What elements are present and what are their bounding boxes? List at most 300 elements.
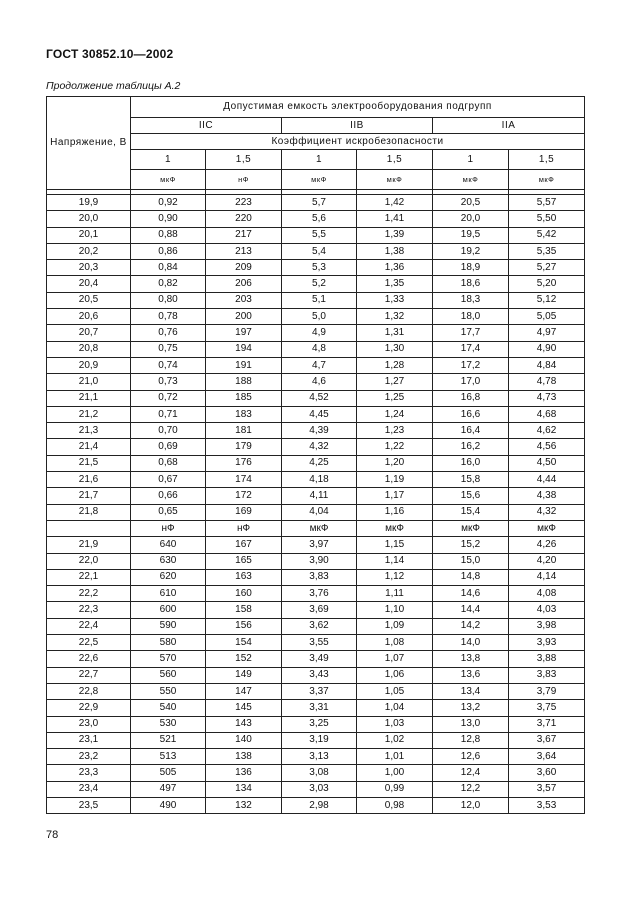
table-cell: 160 [206, 586, 282, 602]
table-cell: 143 [206, 716, 282, 732]
table-cell: 5,7 [282, 195, 357, 211]
table-cell: 21,6 [47, 472, 131, 488]
table-cell: 20,0 [433, 211, 509, 227]
table-row [47, 504, 585, 520]
table-cell: 0,74 [131, 357, 206, 373]
table-cell: 22,4 [47, 618, 131, 634]
table-row [47, 700, 585, 716]
table-cell: 194 [206, 341, 282, 357]
table-cell: 183 [206, 406, 282, 422]
group-iia: IIA [433, 118, 585, 134]
table-cell: 3,60 [509, 765, 585, 781]
table-cell: 3,64 [509, 749, 585, 765]
table-cell: 14,8 [433, 569, 509, 585]
table-cell: 21,7 [47, 488, 131, 504]
table-cell: 540 [131, 700, 206, 716]
table-cell: 19,9 [47, 195, 131, 211]
table-cell: 165 [206, 553, 282, 569]
table-cell: 0,78 [131, 309, 206, 325]
table-cell: 5,2 [282, 276, 357, 292]
table-cell: 20,0 [47, 211, 131, 227]
unit-cell: мкФ [282, 170, 357, 190]
table-cell: нФ [131, 520, 206, 536]
table-cell: 1,39 [357, 227, 433, 243]
table-cell: 3,76 [282, 586, 357, 602]
table-cell: мкФ [509, 520, 585, 536]
table-cell: 1,05 [357, 683, 433, 699]
table-row [47, 406, 585, 422]
table-cell: 4,45 [282, 406, 357, 422]
table-cell: 20,4 [47, 276, 131, 292]
table-cell: 4,32 [509, 504, 585, 520]
table-cell: 169 [206, 504, 282, 520]
table-cell: 13,0 [433, 716, 509, 732]
table-cell: 16,4 [433, 423, 509, 439]
table-cell: 5,57 [509, 195, 585, 211]
table-cell: 191 [206, 357, 282, 373]
table-row [47, 765, 585, 781]
table-cell: 3,97 [282, 537, 357, 553]
table-row [47, 211, 585, 227]
table-cell: 0,92 [131, 195, 206, 211]
table-cell: 4,38 [509, 488, 585, 504]
table-cell: 23,0 [47, 716, 131, 732]
table-cell: 12,2 [433, 781, 509, 797]
document-title: ГОСТ 30852.10—2002 [46, 47, 174, 61]
table-cell: 138 [206, 749, 282, 765]
table-cell: 3,43 [282, 667, 357, 683]
table-cell: 3,03 [282, 781, 357, 797]
table-cell: 154 [206, 635, 282, 651]
group-iib: IIB [282, 118, 433, 134]
table-cell: 5,1 [282, 292, 357, 308]
table-cell: 0,88 [131, 227, 206, 243]
table-cell: 0,67 [131, 472, 206, 488]
table-cell: 23,1 [47, 732, 131, 748]
table-cell: 0,98 [357, 797, 433, 813]
table-cell: 513 [131, 749, 206, 765]
table-row [47, 618, 585, 634]
table-cell: 3,49 [282, 651, 357, 667]
table-cell: 23,4 [47, 781, 131, 797]
table-cell: 13,8 [433, 651, 509, 667]
table-cell: 21,4 [47, 439, 131, 455]
table-row [47, 341, 585, 357]
table-cell: 640 [131, 537, 206, 553]
table-cell: 185 [206, 390, 282, 406]
table-cell: 1,07 [357, 651, 433, 667]
table-cell: 0,68 [131, 455, 206, 471]
table-cell: 176 [206, 455, 282, 471]
table-cell: 5,20 [509, 276, 585, 292]
table-cell: 18,6 [433, 276, 509, 292]
page-number: 78 [46, 829, 59, 841]
table-cell [47, 520, 131, 536]
table-cell: 0,65 [131, 504, 206, 520]
table-row [47, 439, 585, 455]
table-cell: 12,4 [433, 765, 509, 781]
table-cell: 4,44 [509, 472, 585, 488]
table-cell: 4,39 [282, 423, 357, 439]
table-cell: 521 [131, 732, 206, 748]
table-cell: 1,27 [357, 374, 433, 390]
table-cell: 147 [206, 683, 282, 699]
table-cell: 1,24 [357, 406, 433, 422]
table-cell: 23,3 [47, 765, 131, 781]
table-cell: 217 [206, 227, 282, 243]
table-cell: 4,78 [509, 374, 585, 390]
table-cell: 20,8 [47, 341, 131, 357]
table-cell: 1,31 [357, 325, 433, 341]
table-row [47, 716, 585, 732]
table-cell: 4,08 [509, 586, 585, 602]
table-row [47, 292, 585, 308]
table-cell: 213 [206, 243, 282, 259]
table-cell: 15,6 [433, 488, 509, 504]
table-cell: 4,32 [282, 439, 357, 455]
table-cell: 1,10 [357, 602, 433, 618]
table-cell: 1,22 [357, 439, 433, 455]
table-cell: 0,76 [131, 325, 206, 341]
table-cell: 580 [131, 635, 206, 651]
table-cell: 3,13 [282, 749, 357, 765]
table-cell: 4,25 [282, 455, 357, 471]
table-cell: 3,57 [509, 781, 585, 797]
table-cell: 0,66 [131, 488, 206, 504]
table-cell: 20,1 [47, 227, 131, 243]
table-cell: 3,31 [282, 700, 357, 716]
capacitance-table [46, 96, 585, 814]
table-cell: 1,36 [357, 260, 433, 276]
table-cell: 17,2 [433, 357, 509, 373]
table-cell: 3,98 [509, 618, 585, 634]
table-row [47, 651, 585, 667]
table-cell: 15,2 [433, 537, 509, 553]
table-cell: 4,52 [282, 390, 357, 406]
table-cell: 2,98 [282, 797, 357, 813]
table-cell: 145 [206, 700, 282, 716]
table-cell: 167 [206, 537, 282, 553]
table-cell: 174 [206, 472, 282, 488]
table-cell: мкФ [433, 520, 509, 536]
table-cell: 0,73 [131, 374, 206, 390]
table-cell: 1,42 [357, 195, 433, 211]
table-cell: 4,90 [509, 341, 585, 357]
table-cell: 19,5 [433, 227, 509, 243]
voltage-header: Напряжение, В [47, 97, 131, 190]
table-cell: 21,1 [47, 390, 131, 406]
table-cell: 16,6 [433, 406, 509, 422]
table-cell: 179 [206, 439, 282, 455]
unit-cell: мкФ [131, 170, 206, 190]
table-cell: 1,20 [357, 455, 433, 471]
table-cell: 4,14 [509, 569, 585, 585]
group-iic: IIC [131, 118, 282, 134]
table-cell: мкФ [282, 520, 357, 536]
table-cell: 163 [206, 569, 282, 585]
table-cell: 1,28 [357, 357, 433, 373]
table-cell: 19,2 [433, 243, 509, 259]
table-cell: 1,04 [357, 700, 433, 716]
table-cell: 1,06 [357, 667, 433, 683]
coef-cell: 1 [282, 150, 357, 170]
table-cell: 4,62 [509, 423, 585, 439]
table-cell: 5,42 [509, 227, 585, 243]
table-caption: Продолжение таблицы А.2 [46, 80, 181, 92]
table-cell: 132 [206, 797, 282, 813]
table-cell: 4,8 [282, 341, 357, 357]
table-cell: 4,26 [509, 537, 585, 553]
table-cell: 1,33 [357, 292, 433, 308]
table-row [47, 390, 585, 406]
table-cell: 12,6 [433, 749, 509, 765]
table-cell: 21,0 [47, 374, 131, 390]
table-row [47, 537, 585, 553]
table-row [47, 781, 585, 797]
table-cell: 3,53 [509, 797, 585, 813]
table-cell: 17,7 [433, 325, 509, 341]
table-cell: 18,9 [433, 260, 509, 276]
table-cell: 134 [206, 781, 282, 797]
table-cell: 158 [206, 602, 282, 618]
table-row [47, 455, 585, 471]
coef-cell: 1 [131, 150, 206, 170]
table-cell: 1,41 [357, 211, 433, 227]
table-cell: 5,50 [509, 211, 585, 227]
table-cell: 3,88 [509, 651, 585, 667]
table-cell: 1,35 [357, 276, 433, 292]
table-cell: 1,14 [357, 553, 433, 569]
table-cell: 3,90 [282, 553, 357, 569]
table-cell: 0,69 [131, 439, 206, 455]
table-row [47, 635, 585, 651]
table-cell: 20,6 [47, 309, 131, 325]
table-cell: 13,4 [433, 683, 509, 699]
coef-cell: 1 [433, 150, 509, 170]
table-cell: 0,82 [131, 276, 206, 292]
table-cell: 1,17 [357, 488, 433, 504]
table-cell: 16,0 [433, 455, 509, 471]
table-cell: 600 [131, 602, 206, 618]
table-row [47, 553, 585, 569]
group-header: Допустимая емкость электрооборудования подгрупп [131, 97, 585, 118]
table-cell: 4,04 [282, 504, 357, 520]
table-cell: 16,8 [433, 390, 509, 406]
table-cell: 15,8 [433, 472, 509, 488]
table-cell: 15,4 [433, 504, 509, 520]
table-cell: 4,50 [509, 455, 585, 471]
table-cell: 13,2 [433, 700, 509, 716]
table-cell: 1,03 [357, 716, 433, 732]
table-cell: 17,0 [433, 374, 509, 390]
table-cell: 1,15 [357, 537, 433, 553]
table-cell: 1,19 [357, 472, 433, 488]
table-cell: 3,93 [509, 635, 585, 651]
table-cell: 22,1 [47, 569, 131, 585]
table-cell: 490 [131, 797, 206, 813]
table-cell: 3,19 [282, 732, 357, 748]
table-row [47, 309, 585, 325]
table-cell: 21,5 [47, 455, 131, 471]
table-cell: 1,08 [357, 635, 433, 651]
table-cell: 3,83 [282, 569, 357, 585]
table-cell: 22,7 [47, 667, 131, 683]
table-cell: 4,56 [509, 439, 585, 455]
table-cell: 1,02 [357, 732, 433, 748]
table-cell: 136 [206, 765, 282, 781]
table-cell: 5,35 [509, 243, 585, 259]
coef-cell: 1,5 [509, 150, 585, 170]
table-cell: 3,67 [509, 732, 585, 748]
table-cell: 3,37 [282, 683, 357, 699]
table-cell: 18,3 [433, 292, 509, 308]
table-cell: 1,30 [357, 341, 433, 357]
table-cell: 0,72 [131, 390, 206, 406]
table-cell: 1,16 [357, 504, 433, 520]
table-cell: 4,18 [282, 472, 357, 488]
table-cell: 21,3 [47, 423, 131, 439]
table-cell: 3,79 [509, 683, 585, 699]
table-row [47, 195, 585, 211]
table-row [47, 488, 585, 504]
table-cell: 188 [206, 374, 282, 390]
table-cell: 0,99 [357, 781, 433, 797]
table-cell: 0,86 [131, 243, 206, 259]
table-cell: 620 [131, 569, 206, 585]
table-cell: 530 [131, 716, 206, 732]
table-cell: 3,25 [282, 716, 357, 732]
table-row [47, 325, 585, 341]
table-cell: 0,75 [131, 341, 206, 357]
table-cell: 3,69 [282, 602, 357, 618]
table-cell: 4,03 [509, 602, 585, 618]
table-cell: 220 [206, 211, 282, 227]
table-cell: 610 [131, 586, 206, 602]
table-cell: 1,38 [357, 243, 433, 259]
table-row [47, 243, 585, 259]
table-row [47, 732, 585, 748]
table-cell: 140 [206, 732, 282, 748]
table-cell: 4,97 [509, 325, 585, 341]
table-cell: 3,62 [282, 618, 357, 634]
table-cell: 203 [206, 292, 282, 308]
table-cell: 20,5 [433, 195, 509, 211]
table-cell: 22,0 [47, 553, 131, 569]
table-cell: 1,09 [357, 618, 433, 634]
table-cell: 1,12 [357, 569, 433, 585]
table-cell: 5,27 [509, 260, 585, 276]
table-cell: 22,5 [47, 635, 131, 651]
unit-cell: мкФ [357, 170, 433, 190]
table-row [47, 797, 585, 813]
coef-header: Коэффициент искробезопасности [131, 134, 585, 150]
table-cell: 20,5 [47, 292, 131, 308]
table-cell: 200 [206, 309, 282, 325]
table-cell: 1,01 [357, 749, 433, 765]
table-cell: 4,9 [282, 325, 357, 341]
table-cell: 0,84 [131, 260, 206, 276]
table-row [47, 423, 585, 439]
table-cell: 3,71 [509, 716, 585, 732]
table-cell: 5,05 [509, 309, 585, 325]
table-cell: 4,6 [282, 374, 357, 390]
table-cell: 22,3 [47, 602, 131, 618]
table-cell: 14,0 [433, 635, 509, 651]
table-cell: 5,5 [282, 227, 357, 243]
table-cell: мкФ [357, 520, 433, 536]
table-cell: 4,84 [509, 357, 585, 373]
table-row [47, 472, 585, 488]
table-cell: 14,6 [433, 586, 509, 602]
table-cell: 3,55 [282, 635, 357, 651]
table-row [47, 586, 585, 602]
table-cell: 4,7 [282, 357, 357, 373]
unit-row [47, 520, 585, 536]
table-cell: 209 [206, 260, 282, 276]
table-cell: 0,71 [131, 406, 206, 422]
table-cell: 18,0 [433, 309, 509, 325]
table-row [47, 569, 585, 585]
table-cell: 23,5 [47, 797, 131, 813]
table-row [47, 227, 585, 243]
table-cell: 497 [131, 781, 206, 797]
table-cell: 5,0 [282, 309, 357, 325]
table-row [47, 683, 585, 699]
table-cell: 550 [131, 683, 206, 699]
table-cell: 1,32 [357, 309, 433, 325]
table-cell: 14,2 [433, 618, 509, 634]
table-cell: 3,08 [282, 765, 357, 781]
table-cell: 4,73 [509, 390, 585, 406]
table-cell: 4,11 [282, 488, 357, 504]
table-cell: 13,6 [433, 667, 509, 683]
table-row [47, 374, 585, 390]
table-cell: 21,2 [47, 406, 131, 422]
table-cell: 1,11 [357, 586, 433, 602]
table-cell: 172 [206, 488, 282, 504]
table-cell: 22,8 [47, 683, 131, 699]
table-cell: 223 [206, 195, 282, 211]
unit-cell: нФ [206, 170, 282, 190]
table-row [47, 260, 585, 276]
table-cell: 14,4 [433, 602, 509, 618]
table-cell: 22,2 [47, 586, 131, 602]
table-cell: 0,80 [131, 292, 206, 308]
table-cell: 5,4 [282, 243, 357, 259]
table-cell: 152 [206, 651, 282, 667]
table-cell: 149 [206, 667, 282, 683]
table-cell: 3,75 [509, 700, 585, 716]
table-row [47, 357, 585, 373]
table-cell: 23,2 [47, 749, 131, 765]
unit-cell: мкФ [433, 170, 509, 190]
table-cell: 1,25 [357, 390, 433, 406]
coef-cell: 1,5 [206, 150, 282, 170]
table-cell: 181 [206, 423, 282, 439]
table-cell: 17,4 [433, 341, 509, 357]
table-row [47, 749, 585, 765]
table-cell: 505 [131, 765, 206, 781]
table-cell: 0,90 [131, 211, 206, 227]
table-row [47, 602, 585, 618]
table-cell: 20,7 [47, 325, 131, 341]
table-cell: 21,9 [47, 537, 131, 553]
table-cell: 1,00 [357, 765, 433, 781]
table-cell: 4,20 [509, 553, 585, 569]
table-cell: 570 [131, 651, 206, 667]
table-cell: 20,9 [47, 357, 131, 373]
table-cell: 1,23 [357, 423, 433, 439]
